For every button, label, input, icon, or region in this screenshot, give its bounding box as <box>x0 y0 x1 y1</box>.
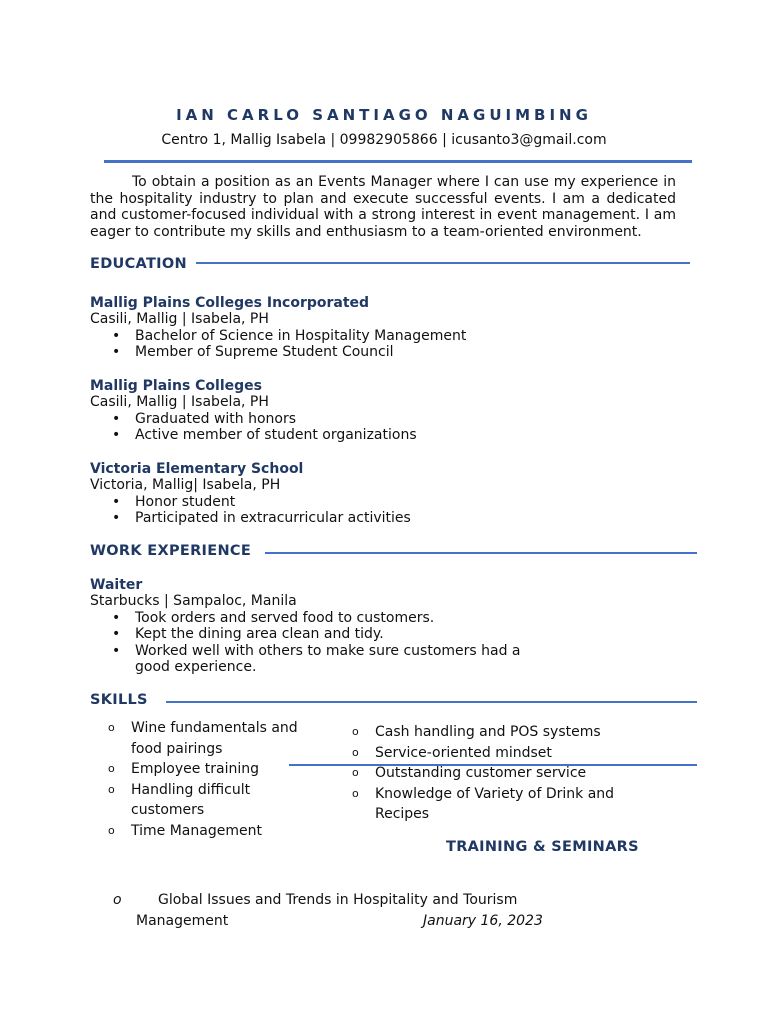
list-item: • Kept the dining area clean and tidy. <box>90 626 530 643</box>
training-heading: TRAINING & SEMINARS <box>446 839 639 855</box>
list-item: • Worked well with others to make sure customers had a good experience. <box>90 643 530 676</box>
list-item: • Graduated with honors <box>90 411 650 428</box>
skills-divider <box>166 701 697 703</box>
list-item: o Wine fundamentals and food pairings <box>108 718 318 759</box>
header-divider <box>104 160 692 163</box>
education-bullets <box>90 411 650 444</box>
education-entry <box>90 378 650 444</box>
education-heading: EDUCATION <box>90 256 187 272</box>
school-location: Casili, Mallig | Isabela, PH <box>90 311 269 327</box>
education-divider <box>196 262 690 264</box>
training-title-continued: Management <box>136 913 229 929</box>
education-entry <box>90 295 650 361</box>
list-item: o Cash handling and POS systems <box>352 722 632 743</box>
list-item: • Honor student <box>90 494 650 511</box>
school-name: Mallig Plains Colleges <box>90 378 262 394</box>
resume-name: IAN CARLO SANTIAGO NAGUIMBING <box>176 106 592 124</box>
school-name: Mallig Plains Colleges Incorporated <box>90 295 370 311</box>
list-item: • Bachelor of Science in Hospitality Management <box>90 328 650 345</box>
list-item: o Outstanding customer service <box>352 763 632 784</box>
list-item: o Service-oriented mindset <box>352 743 632 764</box>
list-item: • Took orders and served food to customers. <box>90 610 530 627</box>
school-location: Casili, Mallig | Isabela, PH <box>90 394 269 410</box>
list-item: • Participated in extracurricular activities <box>90 510 650 527</box>
work-experience-heading: WORK EXPERIENCE <box>90 543 252 559</box>
job-location: Starbucks | Sampaloc, Manila <box>90 593 297 609</box>
list-item: o Knowledge of Variety of Drink and Recipes <box>352 784 632 825</box>
education-entry <box>90 461 650 527</box>
list-item: o Employee training <box>108 759 318 780</box>
school-name: Victoria Elementary School <box>90 461 304 477</box>
training-bullet-marker: o <box>113 892 122 908</box>
objective-paragraph: To obtain a position as an Events Manager where I can use my experience in the hospitality industry to plan and execute successful events. I am a dedicated and customer-focused individual with a strong interest in event management. I am eager to contribute my skills and enthusiasm to a team-oriented environment. <box>90 174 676 240</box>
contact-info: Centro 1, Mallig Isabela | 09982905866 | icusanto3@gmail.com <box>161 132 607 148</box>
job-title: Waiter <box>90 577 143 593</box>
list-item: • Active member of student organizations <box>90 427 650 444</box>
education-bullets <box>90 494 650 527</box>
skills-right-column <box>352 722 632 825</box>
training-title: Global Issues and Trends in Hospitality and Tourism <box>158 892 518 908</box>
training-date: January 16, 2023 <box>423 913 543 929</box>
work-entry <box>90 577 530 676</box>
education-bullets <box>90 328 650 361</box>
list-item: o Time Management <box>108 821 318 842</box>
work-experience-divider <box>265 552 697 554</box>
list-item: • Member of Supreme Student Council <box>90 344 650 361</box>
work-bullets <box>90 610 530 676</box>
skills-left-column <box>108 718 318 841</box>
training-divider <box>289 764 697 766</box>
skills-heading: SKILLS <box>90 692 148 708</box>
school-location: Victoria, Mallig| Isabela, PH <box>90 477 281 493</box>
list-item: o Handling difficult customers <box>108 780 318 821</box>
